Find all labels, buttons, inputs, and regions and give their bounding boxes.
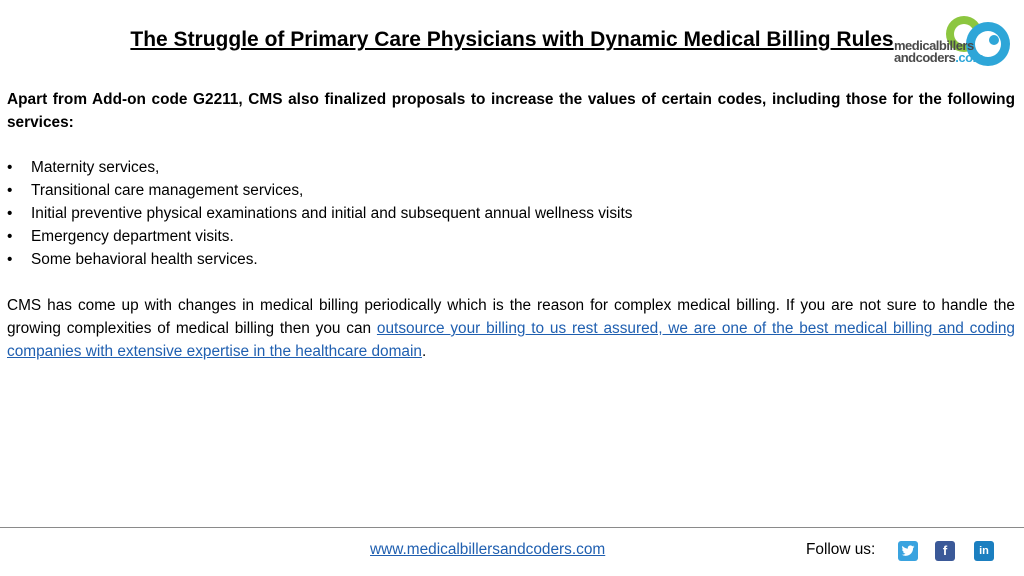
body-paragraph	[7, 294, 1015, 363]
bullet-icon: •	[7, 205, 13, 222]
logo-line2: andcoders	[894, 50, 956, 65]
list-item-text: Initial preventive physical examinations and initial and subsequent annual wellness visits	[31, 205, 633, 222]
twitter-icon[interactable]	[898, 541, 918, 561]
list-item-text: Some behavioral health services.	[31, 251, 258, 268]
list-item	[7, 156, 1015, 179]
follow-us-label: Follow us:	[806, 541, 876, 558]
footer-divider	[0, 527, 1024, 528]
logo-line2-suffix: .com	[955, 50, 984, 65]
list-item	[7, 248, 1015, 271]
website-link[interactable]: www.medicalbillersandcoders.com	[370, 541, 606, 558]
bullet-icon: •	[7, 228, 13, 245]
intro-paragraph: Apart from Add-on code G2211, CMS also finalized proposals to increase the values of certain codes, including those for the following services:	[7, 91, 1015, 131]
page-title: The Struggle of Primary Care Physicians with Dynamic Medical Billing Rules	[130, 28, 894, 51]
bullet-icon: •	[7, 251, 13, 268]
bullet-icon: •	[7, 159, 13, 176]
paragraph-end: .	[421, 343, 427, 360]
logo-line1: medicalbillers	[894, 38, 974, 53]
logo-wordmark	[894, 40, 984, 64]
list-item-text: Emergency department visits.	[31, 228, 234, 245]
linkedin-icon[interactable]: in	[974, 541, 994, 561]
list-item	[7, 225, 1015, 248]
company-logo[interactable]	[894, 12, 1016, 70]
list-item	[7, 202, 1015, 225]
paragraph-text: CMS has come up with changes in medical billing periodically which is the reason for complex medical billing. If you are not sure to handle the growing complexities of medical billing then you can	[7, 297, 1015, 337]
list-item-text: Maternity services,	[31, 159, 160, 176]
bullet-icon: •	[7, 182, 13, 199]
outsource-billing-link[interactable]: outsource your billing to us rest assured, we are one of the best medical billing and coding companies with extensive expertise in the healthcare domain	[7, 320, 1015, 360]
list-item-text: Transitional care management services,	[31, 182, 304, 199]
list-item	[7, 179, 1015, 202]
facebook-icon[interactable]: f	[935, 541, 955, 561]
services-list	[7, 156, 1015, 271]
